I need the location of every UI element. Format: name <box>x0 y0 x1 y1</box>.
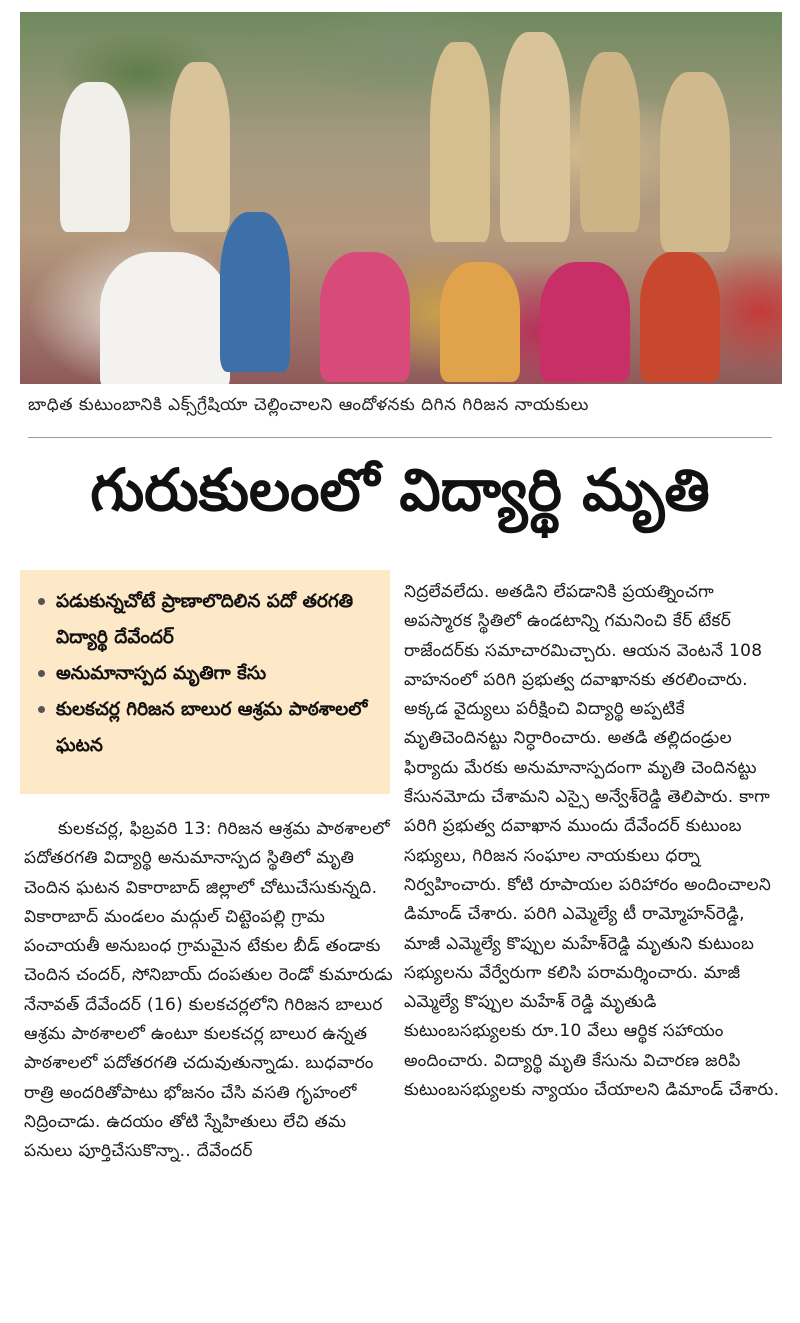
person-figure <box>170 62 230 232</box>
person-figure <box>220 212 290 372</box>
person-figure <box>100 252 230 384</box>
person-figure <box>640 252 720 382</box>
person-figure <box>540 262 630 382</box>
article-body-right <box>404 578 780 1105</box>
person-figure <box>430 42 490 242</box>
headline: గురుకులంలో విద్యార్థి మృతి <box>90 456 710 524</box>
bullet-icon <box>38 706 45 713</box>
person-figure <box>500 32 570 242</box>
article-paragraph: కులకచర్ల, ఫిబ్రవరి 13: గిరిజన ఆశ్రమ పాఠశాలలో పదోతరగతి విద్యార్థి అనుమానాస్పద స్థితిలో మృతి చెందిన ఘటన వికారాబాద్ జిల్లాలో చోటుచేసుకున్నది. వికారాబాద్ మండలం మద్గుల్ చిట్టెంపల్లి గ్రామ పంచాయతీ అనుబంధ గ్రామమైన టేకుల బీడ్ తండాకు చెందిన చందర్, సోనిబాయ్ దంపతుల రెండో కుమారుడు నేనావత్ దేవేందర్ (16) కులకచర్లలోని గిరిజన బాలుర ఆశ్రమ పాఠశాలలో ఉంటూ కులకచర్ల బాలుర ఉన్నత పాఠశాలలో పదోతరగతి చదువుతున్నాడు. బుధవారం రాత్రి అందరితోపాటు భోజనం చేసి వసతి గృహంలో నిద్రించాడు. ఉదయం తోటి స్నేహితులు లేచి తమ పనులు పూర్తిచేసుకొన్నా.. దేవేందర్ <box>24 819 393 1162</box>
highlights-box <box>20 570 390 794</box>
protest-photo <box>20 12 782 384</box>
divider <box>28 437 772 438</box>
person-figure <box>320 252 410 382</box>
person-figure <box>440 262 520 382</box>
bullet-icon <box>38 598 45 605</box>
person-figure <box>660 72 730 252</box>
article-paragraph: నిద్రలేవలేదు. అతడిని లేపడానికి ప్రయత్నించగా అపస్మారక స్థితిలో ఉండటాన్ని గమనించి కేర్ టేకర్ రాజేందర్‌కు సమాచారమిచ్చారు. ఆయన వెంటనే 108 వాహనంలో పరిగి ప్రభుత్వ దవాఖానకు తరలించారు. అక్కడ వైద్యులు పరీక్షించి విద్యార్థి అప్పటికే మృతిచెందినట్టు నిర్ధారించారు. అతడి తల్లిదండ్రుల ఫిర్యాదు మేరకు అనుమానాస్పదంగా మృతి చెందినట్టు కేసునమోదు చేశామని ఎస్సై అన్వేశ్‌రెడ్డి తెలిపారు. కాగా పరిగి ప్రభుత్వ దవాఖాన ముందు దేవేందర్ కుటుంబ సభ్యులు, గిరిజన సంఘాల నాయకులు ధర్నా నిర్వహించారు. కోటి రూపాయల పరిహారం అందించాలని డిమాండ్ చేశారు. పరిగి ఎమ్మెల్యే టీ రామ్మోహన్‌రెడ్డి, మాజీ ఎమ్మెల్యే కొప్పుల మహేశ్‌రెడ్డి మృతుని కుటుంబ సభ్యులను వేర్వేరుగా కలిసి పరామర్శించారు. మాజీ ఎమ్మెల్యే కొప్పుల మహేశ్ రెడ్డి మృతుడి కుటుంబసభ్యులకు రూ.10 వేలు ఆర్థిక సహాయం అందించారు. విద్యార్థి మృతి కేసును విచారణ జరిపి కుటుంబసభ్యులకు న్యాయం చేయాలని డిమాండ్ చేశారు. <box>404 582 780 1101</box>
article-body-left <box>24 815 394 1167</box>
highlight-item: కులకచర్ల గిరిజన బాలుర ఆశ్రమ పాఠశాలలో ఘటన <box>38 692 380 764</box>
highlight-item: పడుకున్నచోటే ప్రాణాలొదిలిన పదో తరగతి విద్యార్థి దేవేందర్ <box>38 584 380 656</box>
person-figure <box>580 52 640 232</box>
photo-caption: బాధిత కుటుంబానికి ఎక్స్‌గ్రేషియా చెల్లించాలని ఆందోళనకు దిగిన గిరిజన నాయకులు <box>28 395 589 415</box>
highlight-item: అనుమానాస్పద మృతిగా కేసు <box>38 656 380 692</box>
person-figure <box>60 82 130 232</box>
bullet-icon <box>38 670 45 677</box>
